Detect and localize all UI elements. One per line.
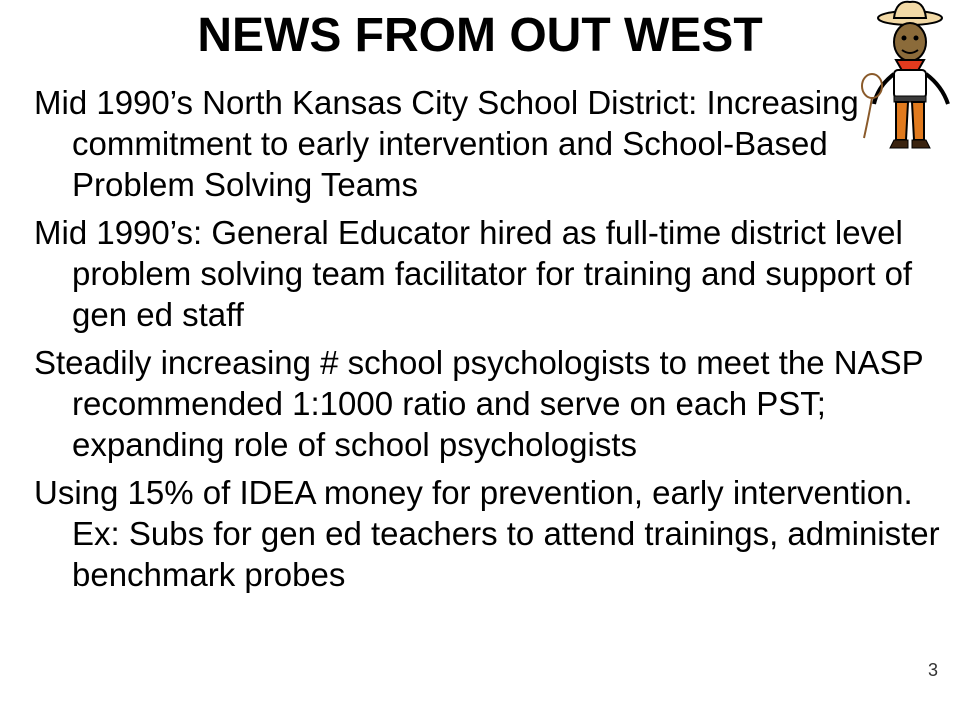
bullet-item: Mid 1990’s North Kansas City School District: Increasing commitment to early intervention and School-Based Problem Solving Teams	[34, 84, 859, 203]
bullet-item: Using 15% of IDEA money for prevention, early intervention. Ex: Subs for gen ed teachers to attend trainings, administer benchmark probes	[34, 474, 940, 593]
slide-number: 3	[927, 660, 938, 680]
bullet-item: Mid 1990’s: General Educator hired as full-time district level problem solving team facilitator for training and support of gen ed staff	[34, 214, 913, 333]
bullet-item: Steadily increasing # school psychologists to meet the NASP recommended 1:1000 ratio and serve on each PST; expanding role of school psychologists	[34, 344, 924, 463]
bullet-list	[34, 82, 954, 602]
slide-title: NEWS FROM OUT WEST	[197, 9, 763, 62]
